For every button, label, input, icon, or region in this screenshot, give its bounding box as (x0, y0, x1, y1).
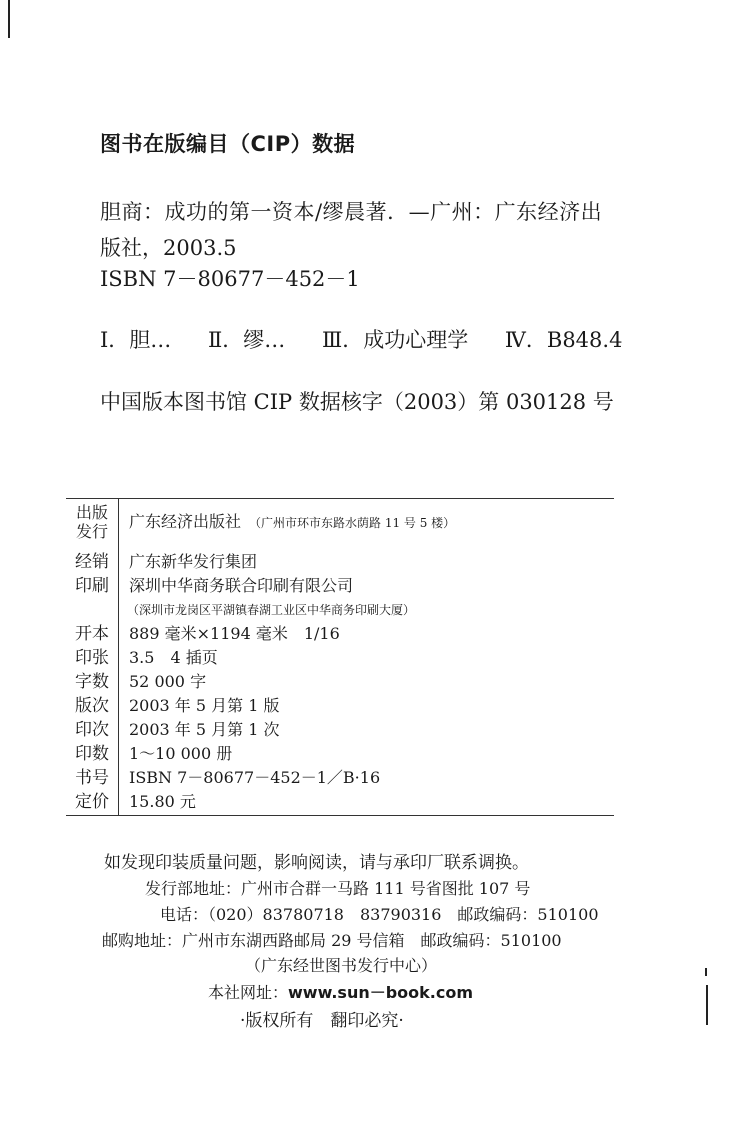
printer-address: （深圳市龙岗区平湖镇春湖工业区中华商务印刷大厦） (127, 603, 416, 617)
cip-subject: Ⅱ．缪… (207, 328, 286, 352)
cip-subject: Ⅰ．胆… (100, 328, 172, 352)
impression-label: 印次 (66, 719, 119, 743)
words-label: 字数 (66, 671, 119, 695)
mail-order-note: （广东经世图书发行中心） (245, 956, 438, 975)
distributor-label: 经销 (66, 551, 119, 575)
publisher-name: 广东经济出版社 (129, 512, 242, 531)
cip-subject: Ⅳ．B848.4 (504, 328, 623, 352)
book-number-value: ISBN 7－80677－452－1／B·16 (129, 768, 381, 787)
website-line (208, 980, 473, 1003)
phone-line: 电话：（020）83780718 83790316 邮政编码：510100 (160, 905, 599, 924)
printer-label: 印刷 (66, 575, 119, 599)
table-row (66, 791, 614, 815)
sheets-label: 印张 (66, 647, 119, 671)
format-label: 开本 (66, 623, 119, 647)
publisher-label-line: 出版 (75, 503, 108, 522)
publisher-label-line: 发行 (75, 522, 108, 541)
format-value: 889 毫米×1194 毫米 1/16 (129, 624, 340, 643)
price-label: 定价 (66, 791, 119, 815)
publisher-address: （广州市环市东路水荫路 11 号 5 楼） (249, 516, 456, 530)
cip-subjects (100, 324, 622, 354)
table-row (66, 695, 614, 719)
mail-order-address: 邮购地址：广州市东湖西路邮局 29 号信箱 邮政编码：510100 (102, 931, 562, 950)
table-row (66, 623, 614, 647)
print-run-label: 印数 (66, 743, 119, 767)
table-row (66, 551, 614, 575)
words-value: 52 000 字 (129, 672, 207, 691)
cip-isbn: ISBN 7－80677－452－1 (100, 267, 360, 291)
table-row (66, 767, 614, 791)
website-label: 本社网址： (208, 983, 289, 1002)
publisher-label (66, 499, 119, 551)
publisher-value (119, 499, 455, 534)
table-row (66, 671, 614, 695)
cip-title-line-continued: 版社，2003.5 (100, 236, 237, 260)
impression-value: 2003 年 5 月第 1 次 (129, 720, 280, 739)
table-row (66, 743, 614, 767)
print-run-value: 1～10 000 册 (129, 744, 233, 763)
table-row (66, 575, 614, 599)
scan-edge-mark (706, 985, 708, 1025)
distributor-value: 广东新华发行集团 (129, 552, 258, 571)
scan-edge-mark (705, 968, 707, 976)
cip-title-line: 胆商：成功的第一资本/缪晨著．—广州：广东经济出 (100, 200, 603, 224)
copyright-notice: ·版权所有 翻印必究· (240, 1011, 404, 1031)
edition-value: 2003 年 5 月第 1 版 (129, 696, 280, 715)
table-row (66, 647, 614, 671)
printer-value: 深圳中华商务联合印刷有限公司 (129, 576, 354, 595)
table-row (66, 719, 614, 743)
book-number-label: 书号 (66, 767, 119, 791)
price-value: 15.80 元 (129, 792, 196, 811)
cip-heading: 图书在版编目（CIP）数据 (100, 132, 356, 156)
printer-label-continued (66, 599, 119, 623)
sheets-value: 3.5 4 插页 (129, 648, 218, 667)
table-row (66, 599, 614, 623)
table-row (66, 499, 614, 551)
scan-edge-mark (8, 0, 10, 38)
quality-notice: 如发现印装质量问题，影响阅读，请与承印厂联系调换。 (104, 853, 529, 873)
cip-subject: Ⅲ．成功心理学 (321, 328, 469, 352)
publication-info-table (66, 498, 614, 816)
sales-address: 发行部地址：广州市合群一马路 111 号省图批 107 号 (145, 879, 531, 898)
cip-verification: 中国版本图书馆 CIP 数据核字（2003）第 030128 号 (100, 390, 614, 414)
website-link[interactable]: www.sun－book.com (288, 983, 474, 1002)
edition-label: 版次 (66, 695, 119, 719)
